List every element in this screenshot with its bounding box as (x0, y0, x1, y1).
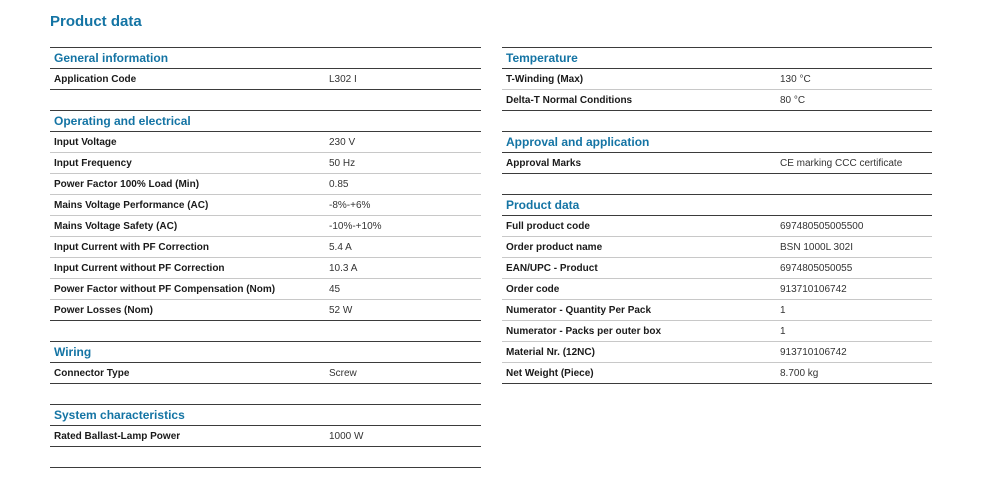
section-spacer (50, 321, 481, 341)
table-row (50, 237, 481, 258)
section-title: Temperature (502, 48, 932, 69)
row-value: 913710106742 (780, 346, 847, 358)
section-title: Approval and application (502, 132, 932, 153)
row-label: Input Voltage (54, 136, 117, 148)
table-row (50, 174, 481, 195)
row-value: 6974805050055 (780, 262, 853, 274)
table-row (50, 153, 481, 174)
section-spacer (502, 384, 932, 404)
section-product-data (502, 194, 932, 384)
table-row (502, 69, 932, 90)
section-system-characteristics (50, 404, 481, 447)
row-label: Connector Type (54, 367, 130, 379)
table-row (50, 132, 481, 153)
section-spacer (50, 384, 481, 404)
row-value: 0.85 (329, 178, 349, 190)
row-value: 230 V (329, 136, 356, 148)
section-spacer (502, 111, 932, 131)
table-row (50, 195, 481, 216)
table-row (50, 279, 481, 300)
section-operating-and-electrical (50, 110, 481, 321)
row-value: 697480505005500 (780, 220, 864, 232)
table-end-rule (50, 467, 481, 468)
row-value: L302 I (329, 73, 357, 85)
row-value: 50 Hz (329, 157, 356, 169)
left-column (50, 47, 481, 468)
table-row (50, 363, 481, 384)
row-label: Power Factor without PF Compensation (Nom) (54, 283, 276, 295)
row-label: Numerator - Packs per outer box (506, 325, 662, 337)
table-row (502, 279, 932, 300)
row-label: Power Losses (Nom) (54, 304, 153, 316)
row-label: T-Winding (Max) (506, 73, 584, 85)
table-row (502, 90, 932, 111)
row-label: Order product name (506, 241, 603, 253)
row-label: Power Factor 100% Load (Min) (54, 178, 200, 190)
table-row (502, 216, 932, 237)
section-temperature (502, 47, 932, 111)
table-row (50, 216, 481, 237)
row-value: CE marking CCC certificate (780, 157, 903, 169)
right-column (502, 47, 932, 404)
section-approval-and-application (502, 131, 932, 174)
table-row (50, 426, 481, 447)
row-value: 5.4 A (329, 241, 352, 253)
table-row (502, 321, 932, 342)
row-value: BSN 1000L 302I (780, 241, 854, 253)
row-value: -8%-+6% (329, 199, 371, 211)
row-value: 130 °C (780, 73, 811, 85)
row-label: EAN/UPC - Product (506, 262, 598, 274)
row-value: 1000 W (329, 430, 364, 442)
section-general-information (50, 47, 481, 90)
section-title: System characteristics (50, 405, 481, 426)
section-title: Operating and electrical (50, 111, 481, 132)
row-value: 52 W (329, 304, 353, 316)
row-label: Full product code (506, 220, 590, 232)
section-title: Product data (502, 195, 932, 216)
section-spacer (50, 447, 481, 467)
row-value: 913710106742 (780, 283, 847, 295)
table-row (502, 237, 932, 258)
table-row (502, 258, 932, 279)
row-value: 10.3 A (329, 262, 358, 274)
row-value: 80 °C (780, 94, 806, 106)
row-label: Numerator - Quantity Per Pack (506, 304, 652, 316)
row-label: Input Current without PF Correction (54, 262, 225, 274)
row-label: Mains Voltage Safety (AC) (54, 220, 178, 232)
section-title: General information (50, 48, 481, 69)
row-value: 1 (780, 325, 786, 337)
row-label: Approval Marks (506, 157, 582, 169)
table-row (502, 300, 932, 321)
row-label: Application Code (54, 73, 137, 85)
row-label: Input Current with PF Correction (54, 241, 209, 253)
table-row (50, 69, 481, 90)
table-row (502, 363, 932, 384)
row-value: -10%-+10% (329, 220, 382, 232)
row-label: Net Weight (Piece) (506, 367, 594, 379)
row-label: Material Nr. (12NC) (506, 346, 595, 358)
row-value: Screw (329, 367, 357, 379)
page-title: Product data (50, 13, 142, 30)
row-value: 1 (780, 304, 786, 316)
row-label: Input Frequency (54, 157, 132, 169)
section-spacer (50, 90, 481, 110)
row-label: Rated Ballast-Lamp Power (54, 430, 181, 442)
row-label: Mains Voltage Performance (AC) (54, 199, 209, 211)
table-row (502, 153, 932, 174)
row-value: 8.700 kg (780, 367, 819, 379)
row-value: 45 (329, 283, 341, 295)
section-wiring (50, 341, 481, 384)
row-label: Order code (506, 283, 560, 295)
section-title: Wiring (50, 342, 481, 363)
section-spacer (502, 174, 932, 194)
table-row (50, 300, 481, 321)
table-row (50, 258, 481, 279)
table-row (502, 342, 932, 363)
row-label: Delta-T Normal Conditions (506, 94, 633, 106)
